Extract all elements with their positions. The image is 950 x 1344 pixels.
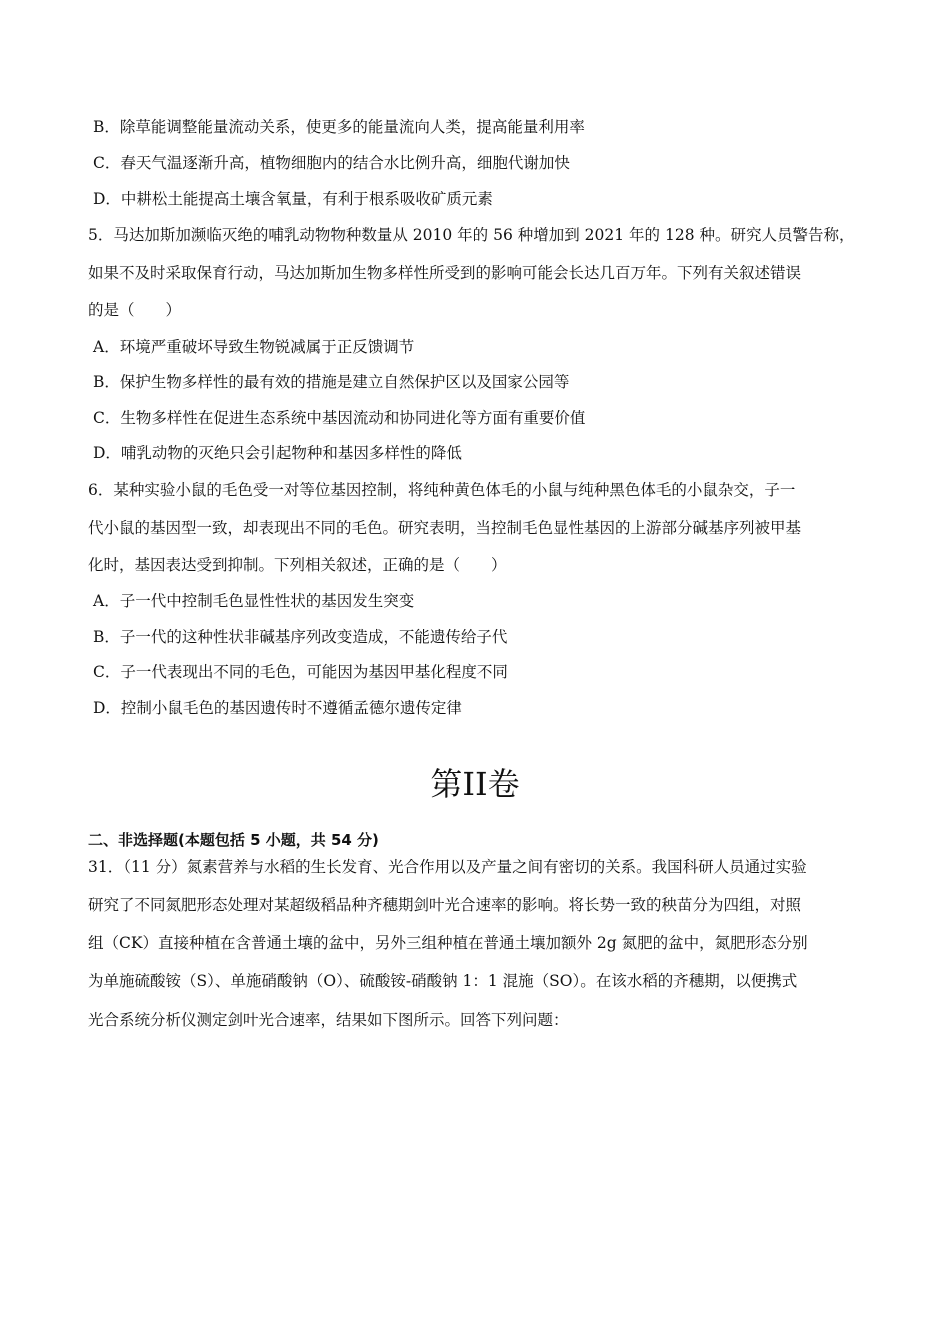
q6-option-b: B．子一代的这种性状非碱基序列改变造成，不能遗传给子代 [93,628,508,646]
q6-option-d: D．控制小鼠毛色的基因遗传时不遵循孟德尔遗传定律 [93,699,462,717]
q4-option-c: C．春天气温逐渐升高，植物细胞内的结合水比例升高，细胞代谢加快 [93,154,570,172]
q4-option-d: D．中耕松土能提高土壤含氧量，有利于根系吸收矿质元素 [93,190,493,208]
q6-stem-line-3: 化时，基因表达受到抑制。下列相关叙述，正确的是（ ） [88,556,507,574]
q5-option-c: C．生物多样性在促进生态系统中基因流动和协同进化等方面有重要价值 [93,409,586,427]
q5-stem-line-2: 如果不及时采取保育行动，马达加斯加生物多样性所受到的影响可能会长达几百万年。下列有关叙述错误 [88,264,802,282]
q5-option-a: A．环境严重破坏导致生物锐减属于正反馈调节 [93,338,415,356]
section-heading: 二、非选择题(本题包括 5 小题，共 54 分) [88,831,379,849]
q31-stem-line-2: 研究了不同氮肥形态处理对某超级稻品种齐穗期剑叶光合速率的影响。将长势一致的秧苗分为四组，对照 [88,896,802,914]
q31-stem-line-3: 组（CK）直接种植在含普通土壤的盆中，另外三组种植在普通土壤加额外 2g 氮肥的盆中，氮肥形态分别 [88,934,808,952]
part-2-title: 第II卷 [430,765,520,803]
q31-stem-line-5: 光合系统分析仪测定剑叶光合速率，结果如下图所示。回答下列问题： [88,1011,569,1029]
q6-option-c: C．子一代表现出不同的毛色，可能因为基因甲基化程度不同 [93,663,508,681]
q5-option-d: D．哺乳动物的灭绝只会引起物种和基因多样性的降低 [93,444,462,462]
q31-stem-line-4: 为单施硫酸铵（S）、单施硝酸钠（O）、硫酸铵-硝酸钠 1：1 混施（SO）。在该水稻的齐穗期，以便携式 [88,972,798,990]
q31-stem-line-1: 31．（11 分）氮素营养与水稻的生长发育、光合作用以及产量之间有密切的关系。我国科研人员通过实验 [88,858,807,876]
q5-option-b: B．保护生物多样性的最有效的措施是建立自然保护区以及国家公园等 [93,373,570,391]
q6-stem-line-2: 代小鼠的基因型一致，却表现出不同的毛色。研究表明，当控制毛色显性基因的上游部分碱基序列被甲基 [88,519,802,537]
q5-stem-line-3: 的是（ ） [88,301,182,319]
q5-stem-line-1: 5．马达加斯加濒临灭绝的哺乳动物物种数量从 2010 年的 56 种增加到 2021 年的 128 种。研究人员警告称， [88,226,855,244]
q4-option-b: B．除草能调整能量流动关系，使更多的能量流向人类，提高能量利用率 [93,118,585,136]
q6-option-a: A．子一代中控制毛色显性性状的基因发生突变 [93,592,415,610]
q6-stem-line-1: 6．某种实验小鼠的毛色受一对等位基因控制，将纯种黄色体毛的小鼠与纯种黑色体毛的小鼠杂交，子一 [88,481,796,499]
